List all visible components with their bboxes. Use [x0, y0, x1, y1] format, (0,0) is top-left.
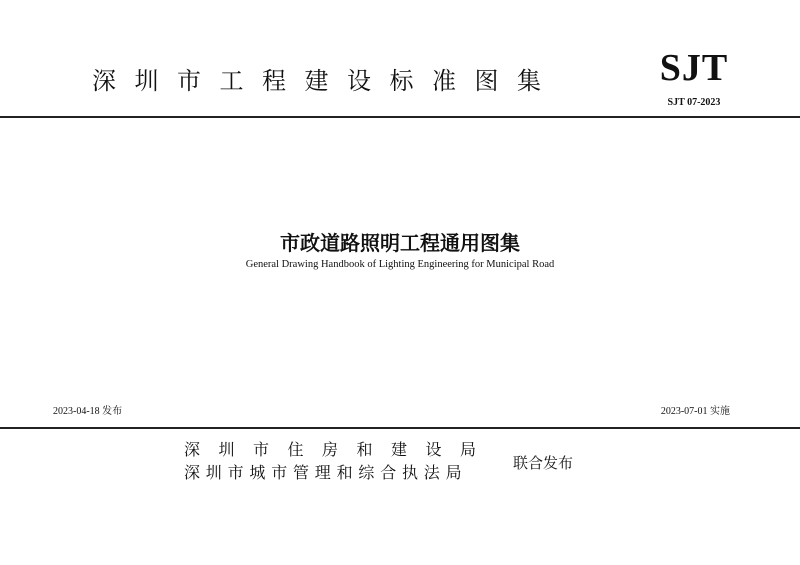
document-title: 市政道路照明工程通用图集 — [280, 231, 520, 255]
joint-issue-label: 联合发布 — [513, 454, 574, 472]
implementation-date: 2023-07-01 实施 — [660, 406, 730, 417]
issuer-urban-management-bureau: 深圳市城市管理和综合执法局 — [184, 463, 468, 482]
issue-date: 2023-04-18 发布 — [53, 406, 123, 417]
bottom-divider — [0, 427, 800, 429]
sjt-logo: SJT — [659, 47, 729, 89]
top-divider — [0, 116, 800, 118]
issuer-housing-bureau: 深圳市住房和建设局 — [184, 440, 495, 459]
series-title: 深圳市工程建设标准图集 — [92, 67, 560, 95]
document-subtitle: General Drawing Handbook of Lighting Engineering for Municipal Road — [245, 259, 555, 270]
standard-code: SJT 07-2023 — [667, 97, 721, 108]
